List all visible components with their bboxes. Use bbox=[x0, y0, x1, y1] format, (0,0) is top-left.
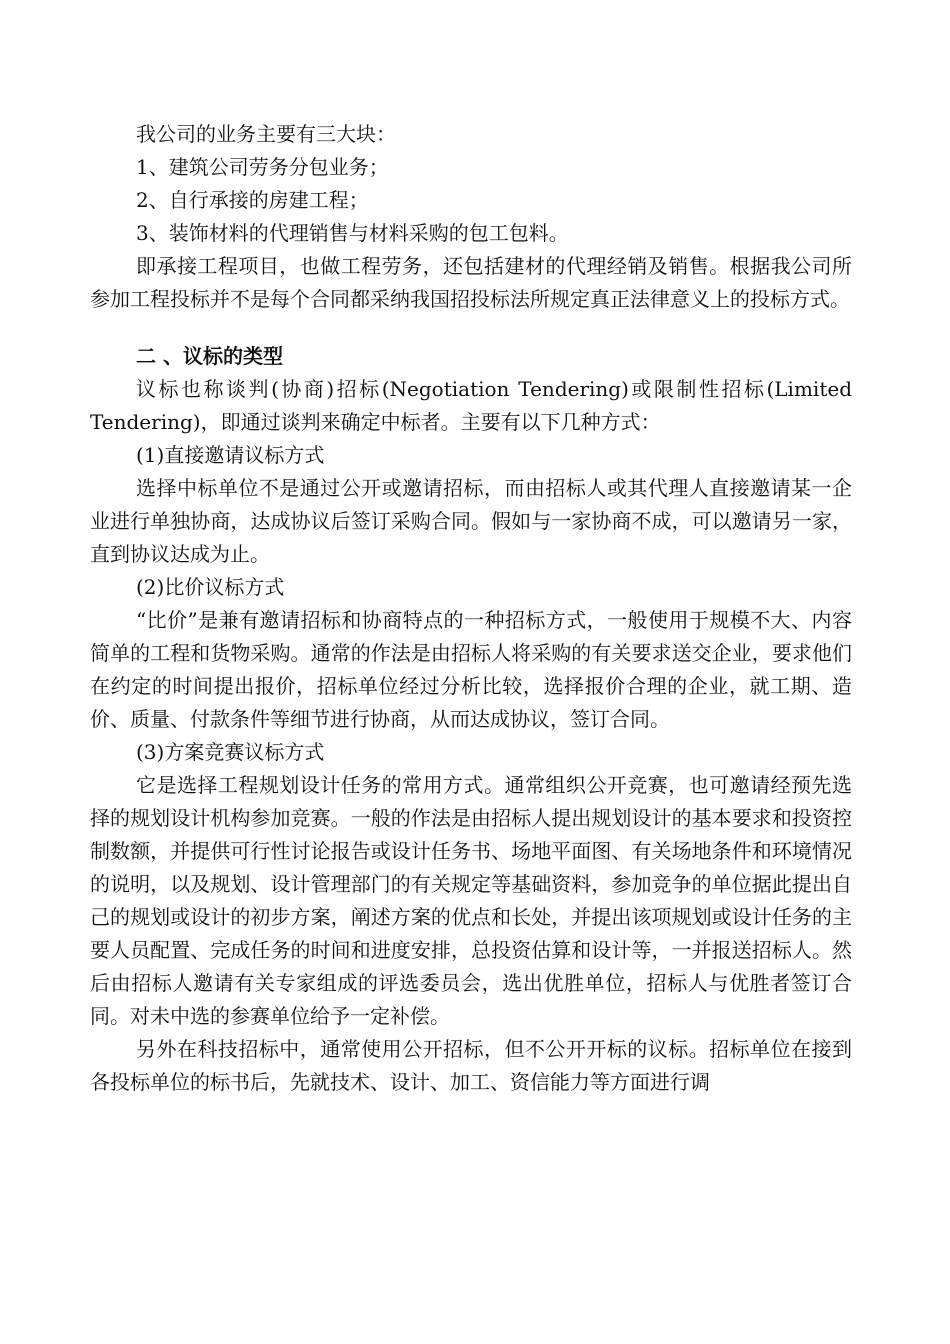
closing-paragraph: 另外在科技招标中，通常使用公开招标，但不公开开标的议标。招标单位在接到各投标单位的标书后，先就技术、设计、加工、资信能力等方面进行调 bbox=[90, 1037, 852, 1094]
method-1-title: (1)直接邀请议标方式 bbox=[136, 443, 325, 467]
intro-lead: 我公司的业务主要有三大块： bbox=[136, 122, 396, 146]
method-3-body: 它是选择工程规划设计任务的常用方式。通常组织公开竞赛，也可邀请经预先选择的规划设计机构参加竞赛。一般的作法是由招标人提出规划设计的基本要求和投资控制数额，并提供可行性讨论报告或设计任务书、场地平面图、有关场地条件和环境情况的说明，以及规划、设计管理部门的有关规定等基础资料，参加竞争的单位据此提出自己的规划或设计的初步方案，阐述方案的优点和长处，并提出该项规划或设计任务的主要人员配置、完成任务的时间和进度安排，总投资估算和设计等，一并报送招标人。然后由招标人邀请有关专家组成的评选委员会，选出优胜单位，招标人与优胜者签订合同。对未中选的参赛单位给予一定补偿。 bbox=[90, 773, 852, 1028]
section-intro: 议标也称谈判(协商)招标(Negotiation Tendering)或限制性招标(Limited Tendering)，即通过谈判来确定中标者。主要有以下几种方式： bbox=[90, 377, 852, 434]
section-heading: 二 、议标的类型 bbox=[136, 344, 283, 368]
method-1-body: 选择中标单位不是通过公开或邀请招标，而由招标人或其代理人直接邀请某一企业进行单独协商，达成协议后签订采购合同。假如与一家协商不成，可以邀请另一家，直到协议达成为止。 bbox=[90, 476, 852, 566]
section-gap bbox=[90, 316, 852, 340]
business-item-1: 1、建筑公司劳务分包业务； bbox=[136, 155, 389, 179]
intro-summary: 即承接工程项目，也做工程劳务，还包括建材的代理经销及销售。根据我公司所参加工程投标并不是每个合同都采纳我国招投标法所规定真正法律意义上的投标方式。 bbox=[90, 254, 852, 311]
business-item-3: 3、装饰材料的代理销售与材料采购的包工包料。 bbox=[136, 221, 569, 245]
method-2-body: “比价”是兼有邀请招标和协商特点的一种招标方式，一般使用于规模不大、内容简单的工程和货物采购。通常的作法是由招标人将采购的有关要求送交企业，要求他们在约定的时间提出报价，招标单位经过分析比较，选择报价合理的企业，就工期、造价、质量、付款条件等细节进行协商，从而达成协议，签订合同。 bbox=[90, 608, 852, 731]
method-3-title: (3)方案竞赛议标方式 bbox=[136, 740, 325, 764]
business-item-2: 2、自行承接的房建工程； bbox=[136, 188, 369, 212]
method-2-title: (2)比价议标方式 bbox=[136, 575, 285, 599]
document-page bbox=[90, 118, 852, 1099]
